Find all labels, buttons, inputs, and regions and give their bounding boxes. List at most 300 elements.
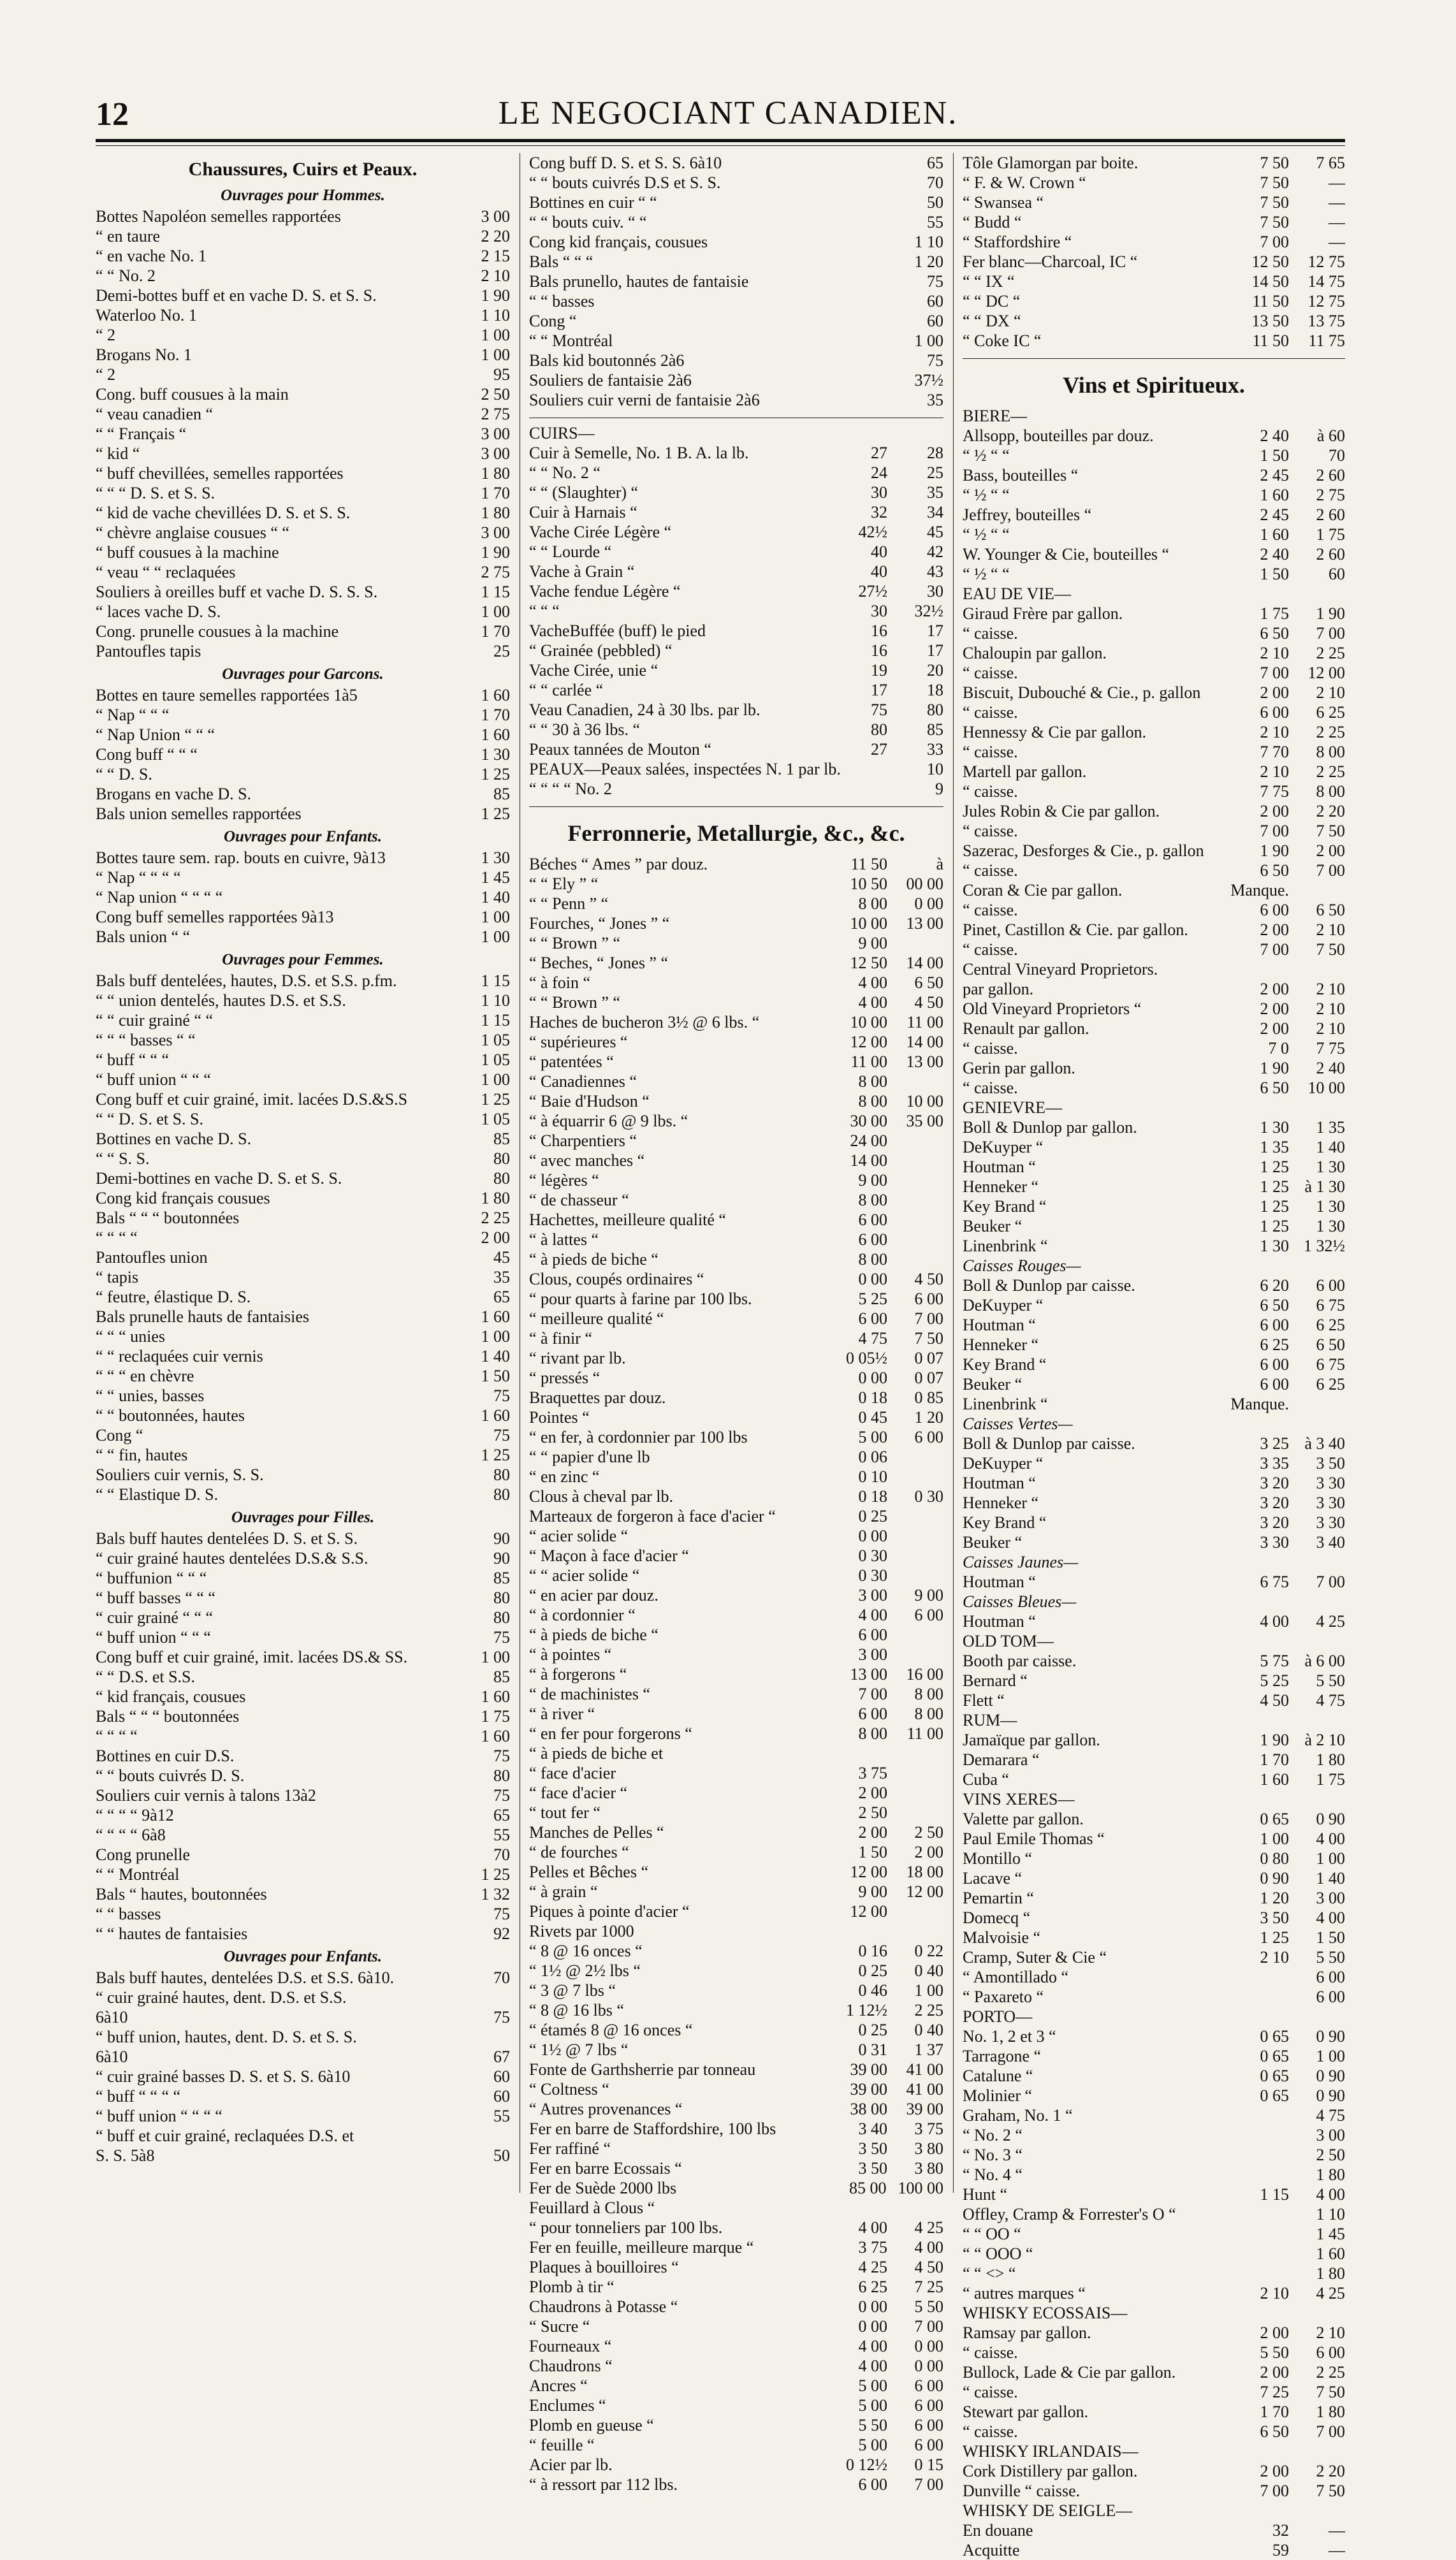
category-title: OLD TOM— [963, 1632, 1054, 1650]
item-name: “ “ Brown ” “ [529, 993, 620, 1012]
price-row [529, 1249, 943, 1269]
item-name: Fourneaux “ [529, 2337, 612, 2355]
price-high: 7 25 [914, 2278, 943, 2296]
price: 6 00 [1260, 703, 1289, 722]
column-cuirs-ferronnerie [529, 153, 943, 2494]
price: 11 50 [1252, 331, 1289, 350]
price-row [96, 1968, 510, 1988]
price: 60 [927, 292, 943, 310]
price-row [96, 1465, 510, 1485]
price-high: 11 00 [906, 1724, 943, 1743]
price-high: 7 00 [1316, 2422, 1345, 2441]
price-row [96, 1766, 510, 1785]
item-name: “ tapis [96, 1268, 139, 1286]
price: 1 25 [481, 1865, 510, 1884]
price: 5 50 [858, 2416, 887, 2434]
price: 0 00 [858, 1369, 887, 1387]
price-row [963, 1315, 1345, 1335]
item-name: “ veau “ “ reclaquées [96, 563, 236, 581]
price: 2 45 [1260, 505, 1289, 524]
price: 7 00 [1260, 822, 1289, 840]
price-high: 4 00 [1316, 1829, 1345, 1848]
item-name: “ ½ “ “ [963, 486, 1010, 504]
price: 2 00 [1260, 2324, 1289, 2342]
price: 6 50 [1260, 2422, 1289, 2441]
item-name: Chaudrons “ [529, 2357, 613, 2375]
item-name: “ “ fin, hautes [96, 1446, 188, 1464]
item-name: Bals union “ “ [96, 927, 191, 946]
price-high: 1 10 [1316, 2205, 1345, 2223]
item-name: “ Swansea “ [963, 193, 1044, 212]
price: 70 [927, 173, 943, 192]
price-row [529, 2178, 943, 2198]
price: 1 50 [1260, 565, 1289, 583]
category-title: RUM— [963, 1711, 1017, 1729]
price: 7 25 [1260, 2383, 1289, 2401]
item-name: “ No. 3 “ [963, 2146, 1023, 2164]
price: 85 [493, 1130, 510, 1148]
price-high: 7 00 [914, 2317, 943, 2336]
price-row [529, 252, 943, 272]
category-title: WHISKY IRLANDAIS— [963, 2442, 1139, 2461]
price: 1 60 [481, 725, 510, 744]
price: 0 65 [1260, 2027, 1289, 2046]
price: 0 65 [1260, 2067, 1289, 2085]
item-name: Fer raffiné “ [529, 2139, 611, 2158]
price-row [963, 2026, 1345, 2046]
item-name: Vache à Grain “ [529, 562, 635, 581]
price-row [529, 953, 943, 973]
price: 7 00 [1260, 940, 1289, 959]
item-name: “ étamés 8 @ 16 onces “ [529, 2021, 693, 2039]
item-name: “ “ “ “ 9à12 [96, 1806, 174, 1824]
price-high: 39 00 [906, 2100, 943, 2118]
price: 70 [493, 1845, 510, 1864]
price-row [963, 861, 1345, 880]
price-high: 6 00 [1316, 2343, 1345, 2362]
item-name: “ buff union “ “ “ [96, 1070, 211, 1089]
price-row [529, 913, 943, 933]
price: 1 40 [481, 1347, 510, 1365]
item-name: “ caisse. [963, 2343, 1018, 2362]
price-row [963, 1473, 1345, 1493]
header-rule [96, 139, 1345, 142]
item-name: Cuir à Semelle, No. 1 B. A. la lb. [529, 444, 749, 462]
item-name: “ “ basses [529, 292, 595, 310]
price: 5 00 [858, 1428, 887, 1446]
price: 4 00 [858, 2218, 887, 2237]
price: 6 00 [858, 2475, 887, 2494]
item-name: “ Nap Union “ “ “ [96, 725, 215, 744]
item-name: Beuker “ [963, 1375, 1023, 1393]
price: 1 00 [481, 1648, 510, 1666]
price: 5 00 [858, 2396, 887, 2415]
price: 1 00 [481, 345, 510, 364]
price-high: 41 00 [906, 2080, 943, 2098]
price: 12 00 [850, 1863, 887, 1881]
price-high: 14 00 [906, 954, 943, 972]
price: 1 75 [481, 1707, 510, 1726]
price: 2 00 [1260, 1019, 1289, 1038]
price-high: — [1329, 213, 1345, 231]
price: 11 50 [1252, 292, 1289, 310]
price: 11 00 [850, 1052, 887, 1071]
price: 6 00 [1260, 901, 1289, 919]
item-name: “ cuir grainé hautes, dent. D.S. et S.S. [96, 1988, 347, 2007]
price: 1 75 [1260, 604, 1289, 623]
item-name: “ “ bouts cuiv. “ “ [529, 213, 647, 231]
item-name: Enclumes “ [529, 2396, 606, 2415]
price-row [529, 2336, 943, 2356]
price: 3 35 [1260, 1454, 1289, 1473]
price: 1 25 [481, 1090, 510, 1109]
item-name: 6à10 [96, 2047, 128, 2066]
price-row [96, 345, 510, 365]
item-name: Beuker “ [963, 1533, 1023, 1552]
price: 45 [493, 1248, 510, 1267]
price-high: à 3 40 [1304, 1434, 1345, 1453]
item-name: Martell par gallon. [963, 762, 1087, 781]
item-name: “ “ Montréal [529, 331, 613, 350]
item-name: Bottines en vache D. S. [96, 1130, 252, 1148]
item-name: Bals prunelle hauts de fantaisies [96, 1307, 310, 1326]
price-row [529, 390, 943, 410]
price-row [963, 2244, 1345, 2264]
price-high: 35 00 [906, 1112, 943, 1130]
price-high: 4 50 [914, 1270, 943, 1288]
price: 3 25 [1260, 1434, 1289, 1453]
price-high [887, 1546, 943, 1566]
item-name: Béches “ Ames ” par douz. [529, 855, 708, 873]
item-name: Bals kid boutonnés 2à6 [529, 351, 685, 370]
price: 7 00 [1260, 2482, 1289, 2500]
price: 80 [493, 1485, 510, 1504]
price-row [96, 463, 510, 483]
item-name: Molinier “ [963, 2086, 1033, 2105]
price-row [529, 1111, 943, 1131]
price: 1 25 [1260, 1928, 1289, 1947]
price: 2 00 [1260, 802, 1289, 820]
price: 1 05 [481, 1031, 510, 1049]
item-name: “ cuir grainé basses D. S. et S. S. 6à10 [96, 2067, 351, 2086]
price: 30 [871, 483, 887, 502]
item-name: “ Coltness “ [529, 2080, 609, 2098]
price-row [529, 1566, 943, 1585]
item-name: Bernard “ [963, 1671, 1028, 1690]
item-name: Fer en barre de Staffordshire, 100 lbs [529, 2120, 776, 2138]
category-title: VINS XERES— [963, 1790, 1075, 1808]
price-row [963, 999, 1345, 1019]
price-row [529, 2000, 943, 2020]
price-row [96, 384, 510, 404]
price-high: 1 30 [1316, 1158, 1345, 1176]
price-row [529, 1190, 943, 1210]
price-row [529, 153, 943, 173]
item-name: Bals union semelles rapportées [96, 804, 302, 823]
item-name: Pelles et Bêches “ [529, 1863, 648, 1881]
price: 1 00 [481, 326, 510, 344]
item-name: Souliers à oreilles buff et vache D. S. S. S. [96, 583, 378, 601]
price-high: 2 75 [1316, 486, 1345, 504]
category-title: Caisses Jaunes— [963, 1553, 1079, 1571]
price-row [529, 1072, 943, 1091]
price: 6 00 [858, 1230, 887, 1249]
price-high: 8 00 [1316, 743, 1345, 761]
price-high: 2 20 [1316, 2462, 1345, 2480]
item-name: Cong. prunelle cousues à la machine [96, 622, 339, 641]
price: 1 35 [1260, 1138, 1289, 1156]
item-name: “ kid de vache chevillées D. S. et S. S. [96, 504, 351, 522]
item-name: Lacave “ [963, 1869, 1023, 1887]
price-row [529, 2237, 943, 2257]
price-row [963, 821, 1345, 841]
item-name: “ “ D. S. [96, 765, 152, 783]
price: 1 45 [481, 868, 510, 887]
price-row [963, 1730, 1345, 1750]
price: 3 00 [858, 1586, 887, 1604]
price: 2 75 [481, 405, 510, 423]
item-name: “ en zinc “ [529, 1467, 600, 1486]
item-name: Fer de Suède 2000 lbs [529, 2179, 677, 2197]
price-row [96, 2047, 510, 2067]
price: 1 30 [1260, 1118, 1289, 1137]
price: 0 06 [858, 1448, 887, 1466]
price-high: 1 37 [914, 2040, 943, 2059]
price-row [963, 1434, 1345, 1453]
price: 8 00 [858, 1072, 887, 1091]
price-row [529, 562, 943, 581]
price: 9 00 [858, 934, 887, 952]
price: 75 [493, 1426, 510, 1444]
item-name: Brogans No. 1 [96, 345, 192, 364]
price-high [887, 1921, 943, 1941]
item-name: “ Coke IC “ [963, 331, 1042, 350]
price-row [529, 1684, 943, 1704]
item-name: Henneker “ [963, 1177, 1039, 1196]
item-name: “ Amontillado “ [963, 1968, 1069, 1986]
price-row [529, 1783, 943, 1803]
price-high: 70 [1329, 446, 1345, 465]
price: 0 30 [858, 1546, 887, 1565]
price-row [963, 604, 1345, 623]
price: 7 70 [1260, 743, 1289, 761]
item-name: “ caisse. [963, 1079, 1018, 1097]
price: 0 25 [858, 1961, 887, 1980]
item-name: “ 8 @ 16 onces “ [529, 1942, 643, 1960]
price: 55 [493, 2107, 510, 2125]
price-row [529, 2119, 943, 2139]
price-high [887, 1151, 943, 1170]
price: 7 50 [1260, 173, 1289, 192]
price: 1 60 [481, 1307, 510, 1326]
price-row [963, 959, 1345, 979]
item-name: 6à10 [96, 2008, 128, 2026]
item-name: Fourches, “ Jones ” “ [529, 914, 670, 933]
item-name: Demi-bottines en vache D. S. et S. S. [96, 1169, 342, 1188]
item-name: “ “ hautes de fantaisies [96, 1924, 248, 1943]
price-row [96, 523, 510, 542]
item-name: “ “ (Slaughter) “ [529, 483, 639, 502]
item-name: “ Nap “ “ “ [96, 706, 170, 724]
item-name: Henneker “ [963, 1494, 1039, 1512]
price-row [529, 1170, 943, 1190]
price-row [963, 232, 1345, 252]
item-name: Peaux tannées de Mouton “ [529, 740, 711, 759]
price: 2 00 [481, 1228, 510, 1247]
item-name: “ “ No. 2 “ [529, 463, 601, 482]
price: 4 00 [858, 993, 887, 1012]
price-row [529, 1803, 943, 1822]
price: 0 05½ [846, 1349, 887, 1367]
item-name: Bals buff hautes, dentelées D.S. et S.S. 6à10. [96, 1968, 395, 1987]
item-name: “ 2 [96, 326, 116, 344]
item-name: Hunt “ [963, 2185, 1008, 2204]
price-high: 0 07 [914, 1349, 943, 1367]
price-high [887, 1763, 943, 1783]
price-high: 33 [927, 740, 943, 759]
price-row [96, 1168, 510, 1188]
price: 5 25 [858, 1290, 887, 1308]
price-row [96, 1548, 510, 1568]
price: 1 90 [1260, 1731, 1289, 1749]
price: 2 00 [858, 1784, 887, 1802]
price-row [529, 2060, 943, 2079]
price: 1 60 [481, 1687, 510, 1706]
item-name: Valette par gallon. [963, 1810, 1084, 1828]
item-name: VacheBuffée (buff) le pied [529, 622, 706, 640]
price-row [963, 2481, 1345, 2501]
price: 17 [871, 681, 887, 699]
price: 50 [927, 193, 943, 212]
item-name: Stewart par gallon. [963, 2403, 1089, 2421]
item-name: “ acier solide “ [529, 1527, 629, 1545]
price-row [529, 933, 943, 953]
price-high [1289, 959, 1345, 979]
category-title: CUIRS— [529, 424, 595, 442]
price-row [963, 979, 1345, 999]
price-row [963, 153, 1345, 173]
price-row [963, 663, 1345, 683]
price-high: 3 00 [1316, 2126, 1345, 2144]
item-name: En douane [963, 2521, 1033, 2540]
item-name: “ “ “ [529, 602, 560, 620]
item-name: “ ½ “ “ [963, 525, 1010, 544]
item-name: Renault par gallon. [963, 1019, 1089, 1038]
price-row [96, 705, 510, 725]
price-row [529, 1210, 943, 1230]
item-name: Bottes en taure semelles rapportées 1à5 [96, 686, 358, 704]
category-title: BIERE— [963, 407, 1028, 425]
price-row [963, 544, 1345, 564]
price-row [529, 1309, 943, 1328]
item-name: “ buff chevillées, semelles rapportées [96, 464, 344, 483]
item-name: “ à pieds de biche “ [529, 1625, 659, 1644]
item-name: Boll & Dunlop par caisse. [963, 1434, 1135, 1453]
price: 2 10 [1260, 1948, 1289, 1967]
price-high: 2 10 [1316, 1019, 1345, 1038]
price-row [529, 1012, 943, 1032]
price-high: 4 25 [1316, 1612, 1345, 1631]
price-row [963, 2461, 1345, 2481]
item-name: “ Beches, “ Jones ” “ [529, 954, 669, 972]
price-row [96, 1346, 510, 1366]
price-row [96, 1030, 510, 1050]
price-row [529, 1724, 943, 1743]
price: 5 00 [858, 2436, 887, 2454]
price: 1 20 [1260, 1889, 1289, 1907]
price: 55 [927, 213, 943, 231]
price-row [963, 426, 1345, 446]
price-high: 11 75 [1308, 331, 1345, 350]
price-high: à 2 10 [1304, 1731, 1345, 1749]
price: 80 [493, 1149, 510, 1168]
item-name: “ “ reclaquées cuir vernis [96, 1347, 263, 1365]
item-name: Jeffrey, bouteilles “ [963, 505, 1092, 524]
price-high: 7 75 [1316, 1039, 1345, 1058]
price: 80 [493, 1608, 510, 1627]
item-name: “ “ boutonnées, hautes [96, 1406, 245, 1425]
item-name: “ à river “ [529, 1705, 595, 1723]
price-row [96, 804, 510, 824]
divider [529, 806, 943, 807]
item-name: “ veau canadien “ [96, 405, 214, 423]
price-row [96, 1627, 510, 1647]
section-heading: Chaussures, Cuirs et Peaux. [188, 159, 418, 180]
price-high: 2 00 [914, 1843, 943, 1861]
item-name: Malvoisie “ [963, 1928, 1041, 1947]
price-row [963, 485, 1345, 505]
price-high [887, 1467, 943, 1487]
price-row [96, 1588, 510, 1608]
price-high: — [1329, 2521, 1345, 2540]
price-high: 0 00 [914, 2357, 943, 2375]
price: 4 00 [858, 1606, 887, 1624]
item-name: “ meilleure qualité “ [529, 1309, 664, 1328]
price: 5 25 [1260, 1671, 1289, 1690]
price: 0 00 [858, 2297, 887, 2316]
price-row [96, 1267, 510, 1287]
price-high: 7 65 [1316, 154, 1345, 172]
price: 7 50 [1260, 213, 1289, 231]
price-row [96, 1287, 510, 1307]
price-row [529, 443, 943, 463]
price-row [529, 542, 943, 562]
item-name: Cong buff semelles rapportées 9à13 [96, 908, 334, 926]
item-name: “ caisse. [963, 940, 1018, 959]
price: 39 00 [850, 2080, 887, 2098]
price-high: 100 00 [898, 2179, 943, 2197]
price-row [529, 1902, 943, 1921]
price-row [96, 1228, 510, 1247]
price-high: 6 75 [1316, 1355, 1345, 1374]
price-row [529, 1822, 943, 1842]
price: 75 [493, 1747, 510, 1765]
price-row [963, 920, 1345, 940]
price: 4 50 [1260, 1691, 1289, 1710]
price: 1 25 [1260, 1217, 1289, 1235]
item-name: “ Paxareto “ [963, 1988, 1044, 2006]
price-row [96, 685, 510, 705]
price-row [529, 779, 943, 799]
price: 80 [493, 1766, 510, 1785]
price-high: 4 50 [914, 993, 943, 1012]
price-row [529, 894, 943, 913]
price-row [529, 1289, 943, 1309]
price-high: 13 00 [906, 1052, 943, 1071]
price-row [963, 2540, 1345, 2560]
price-row [529, 212, 943, 232]
item-name: Souliers de fantaisie 2à6 [529, 371, 692, 389]
